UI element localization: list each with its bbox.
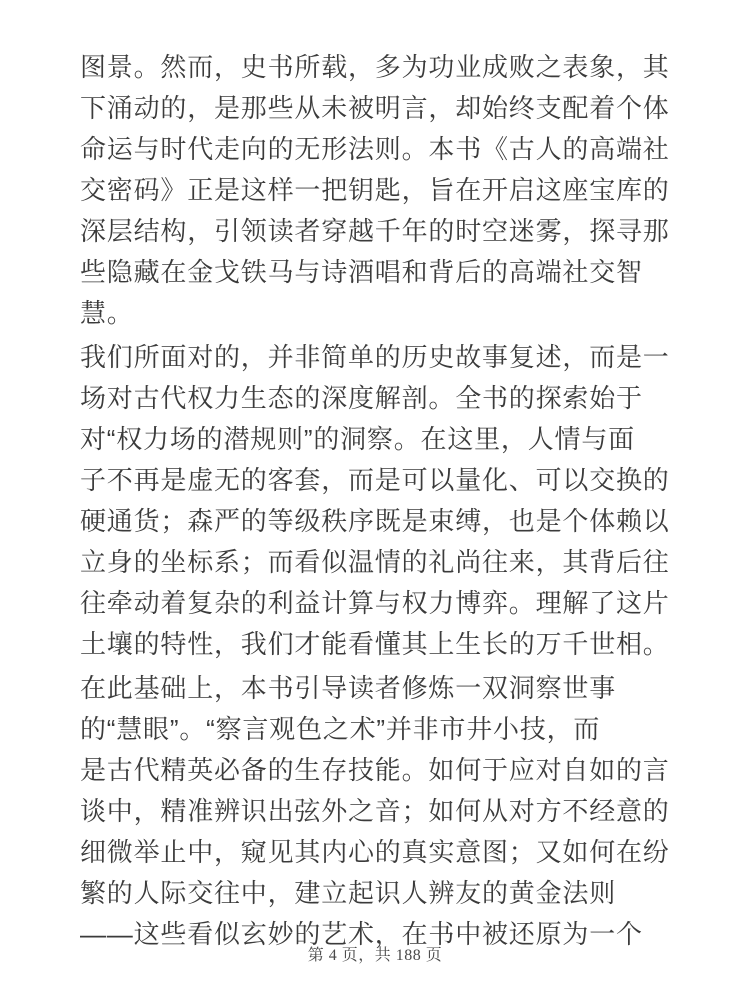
text-line: 子不再是虚无的客套，而是可以量化、可以交换的 [80,465,670,495]
text-line: 谈中，精准辨识出弦外之音；如何从对方不经意的 [80,796,670,826]
text-line: 交密码》正是这样一把钥匙，旨在开启这座宝库的 [80,175,670,205]
text-line: 在此基础上，本书引导读者修炼一双洞察世事 [80,673,617,703]
text-line: 慧。 [80,298,134,328]
text-line: 图景。然而，史书所载，多为功业成败之表象，其 [80,52,670,82]
text-line: 繁的人际交往中，建立起识人辨友的黄金法则 [80,878,617,908]
paragraph-3 [80,668,672,955]
text-line: 细微举止中，窥见其内心的真实意图；又如何在纷 [80,837,670,867]
text-line: 立身的坐标系；而看似温情的礼尚往来，其背后往 [80,547,670,577]
text-line: 的“慧眼”。“察言观色之术”并非市井小技，而 [80,714,601,744]
text-line: 是古代精英必备的生存技能。如何于应对自如的言 [80,755,670,785]
text-line: 对“权力场的潜规则”的洞察。在这里，人情与面 [80,424,635,454]
paragraph-2 [80,337,672,665]
paragraph-1 [80,47,672,334]
text-line: 往牵动着复杂的利益计算与权力博弈。理解了这片 [80,588,670,618]
text-line: 深层结构，引领读者穿越千年的时空迷雾，探寻那 [80,216,670,246]
page-number-footer: 第 4 页，共 188 页 [307,947,443,964]
text-line: 命运与时代走向的无形法则。本书《古人的高端社 [80,134,670,164]
text-line: 硬通货；森严的等级秩序既是束缚，也是个体赖以 [80,506,670,536]
text-line: ——这些看似玄妙的艺术，在书中被还原为一个 [80,919,643,949]
text-line: 我们所面对的，并非简单的历史故事复述，而是一 [80,342,670,372]
text-line: 些隐藏在金戈铁马与诗酒唱和背后的高端社交智 [80,257,643,287]
text-line: 下涌动的，是那些从未被明言，却始终支配着个体 [80,93,670,123]
text-line: 土壤的特性，我们才能看懂其上生长的万千世相。 [80,629,670,659]
text-line: 场对古代权力生态的深度解剖。全书的探索始于 [80,383,643,413]
